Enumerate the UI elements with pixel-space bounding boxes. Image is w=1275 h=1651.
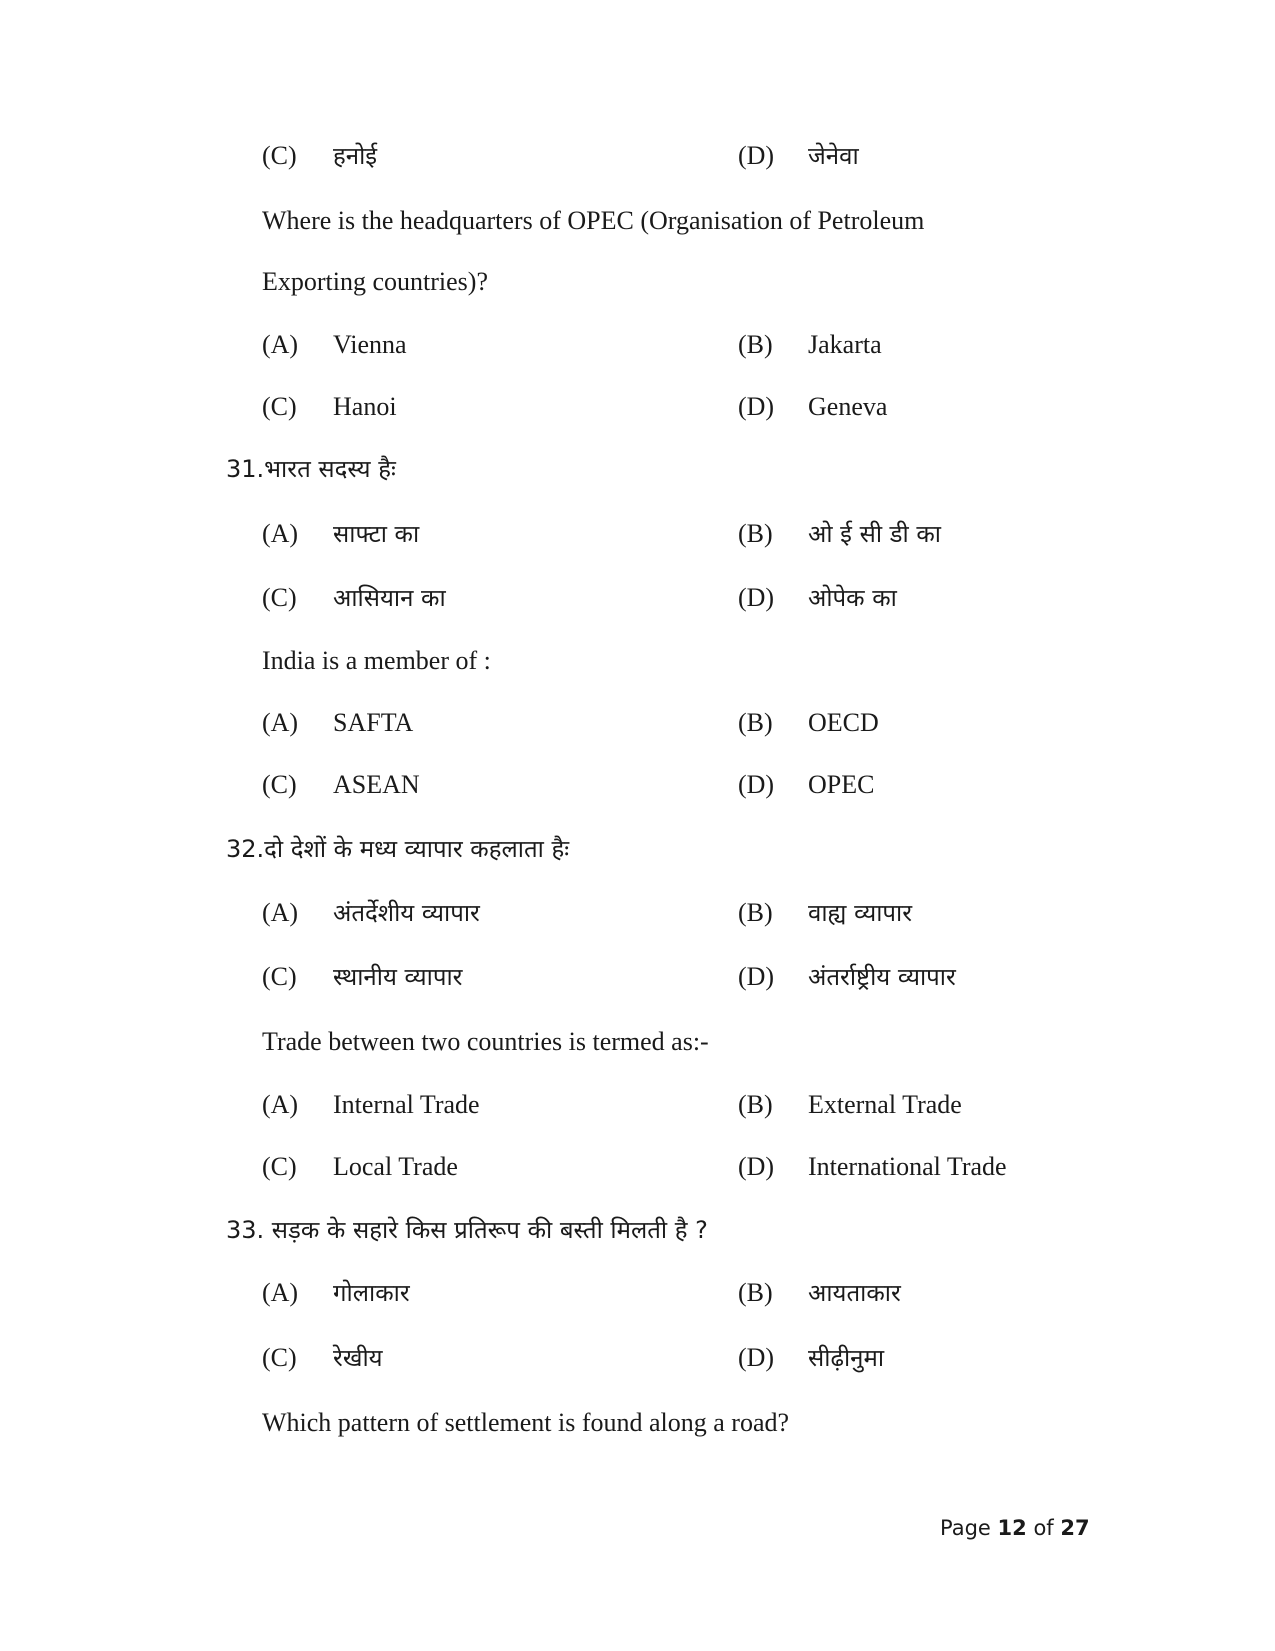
option-row: [0, 897, 1275, 929]
option-text: Hanoi: [333, 392, 397, 421]
option-text: आसियान का: [333, 584, 446, 612]
option-text: Geneva: [808, 392, 888, 421]
option-label: (B): [738, 330, 773, 359]
option-text: OPEC: [808, 770, 875, 799]
option-label: (B): [738, 708, 773, 737]
option-label: (D): [738, 1152, 775, 1181]
option-text: ASEAN: [333, 770, 420, 799]
option-row: [0, 140, 1275, 172]
option-text: वाह्य व्यापार: [808, 899, 913, 927]
option-label: (A): [262, 708, 299, 737]
option-text: अंतर्देशीय व्यापार: [333, 899, 480, 927]
page-word: Page: [940, 1516, 991, 1540]
option-label: (C): [262, 962, 297, 991]
option-row: [0, 329, 1275, 361]
option-text: Internal Trade: [333, 1090, 480, 1119]
option-label: (B): [738, 898, 773, 927]
question-text: 31.भारत सदस्य हैः: [226, 455, 396, 483]
option-label: (B): [738, 1090, 773, 1119]
option-label: (D): [738, 770, 775, 799]
option-text: सीढ़ीनुमा: [808, 1344, 885, 1372]
option-row: [0, 1089, 1275, 1121]
option-label: (D): [738, 1343, 775, 1372]
option-text: ओ ई सी डी का: [808, 520, 941, 548]
option-row: [0, 961, 1275, 993]
option-text: जेनेवा: [808, 142, 859, 170]
option-text: External Trade: [808, 1090, 962, 1119]
option-label: (A): [262, 1278, 299, 1307]
option-text: ओपेक का: [808, 584, 897, 612]
page-number: [940, 1514, 1090, 1542]
option-row: [0, 391, 1275, 423]
option-text: हनोई: [333, 142, 378, 170]
option-label: (B): [738, 519, 773, 548]
question-text: Where is the headquarters of OPEC (Organisation of Petroleum: [262, 206, 925, 235]
option-label: (A): [262, 1090, 299, 1119]
option-row: [0, 769, 1275, 801]
option-label: (C): [262, 141, 297, 170]
option-text: स्थानीय व्यापार: [333, 963, 463, 991]
option-row: [0, 1151, 1275, 1183]
option-text: साफ्टा का: [333, 520, 420, 548]
question-text: Trade between two countries is termed as:-: [262, 1027, 709, 1056]
option-label: (C): [262, 1343, 297, 1372]
option-text: अंतर्राष्ट्रीय व्यापार: [808, 963, 956, 991]
option-row: [0, 582, 1275, 614]
current-page: 12: [997, 1516, 1027, 1540]
option-label: (C): [262, 392, 297, 421]
question-text: 33. सड़क के सहारे किस प्रतिरूप की बस्ती मिलती है ?: [226, 1216, 708, 1244]
option-label: (C): [262, 1152, 297, 1181]
total-pages: 27: [1060, 1516, 1090, 1540]
option-label: (D): [738, 392, 775, 421]
question-text: India is a member of :: [262, 646, 491, 675]
option-text: रेखीय: [333, 1344, 383, 1372]
option-label: (D): [738, 583, 775, 612]
option-text: Local Trade: [333, 1152, 458, 1181]
option-row: [0, 707, 1275, 739]
option-row: [0, 1342, 1275, 1374]
option-row: [0, 518, 1275, 550]
option-label: (A): [262, 330, 299, 359]
option-label: (D): [738, 141, 775, 170]
option-label: (B): [738, 1278, 773, 1307]
option-label: (A): [262, 898, 299, 927]
option-text: International Trade: [808, 1152, 1007, 1181]
option-row: [0, 1277, 1275, 1309]
option-text: Jakarta: [808, 330, 882, 359]
question-text: Which pattern of settlement is found along a road?: [262, 1408, 790, 1437]
question-text: 32.दो देशों के मध्य व्यापार कहलाता हैः: [226, 835, 570, 863]
option-label: (C): [262, 770, 297, 799]
option-text: SAFTA: [333, 708, 414, 737]
option-text: गोलाकार: [333, 1279, 410, 1307]
option-text: आयताकार: [808, 1279, 901, 1307]
option-text: Vienna: [333, 330, 407, 359]
question-text: Exporting countries)?: [262, 267, 488, 296]
option-text: OECD: [808, 708, 879, 737]
option-label: (C): [262, 583, 297, 612]
option-label: (D): [738, 962, 775, 991]
option-label: (A): [262, 519, 299, 548]
of-word: of: [1033, 1516, 1054, 1540]
